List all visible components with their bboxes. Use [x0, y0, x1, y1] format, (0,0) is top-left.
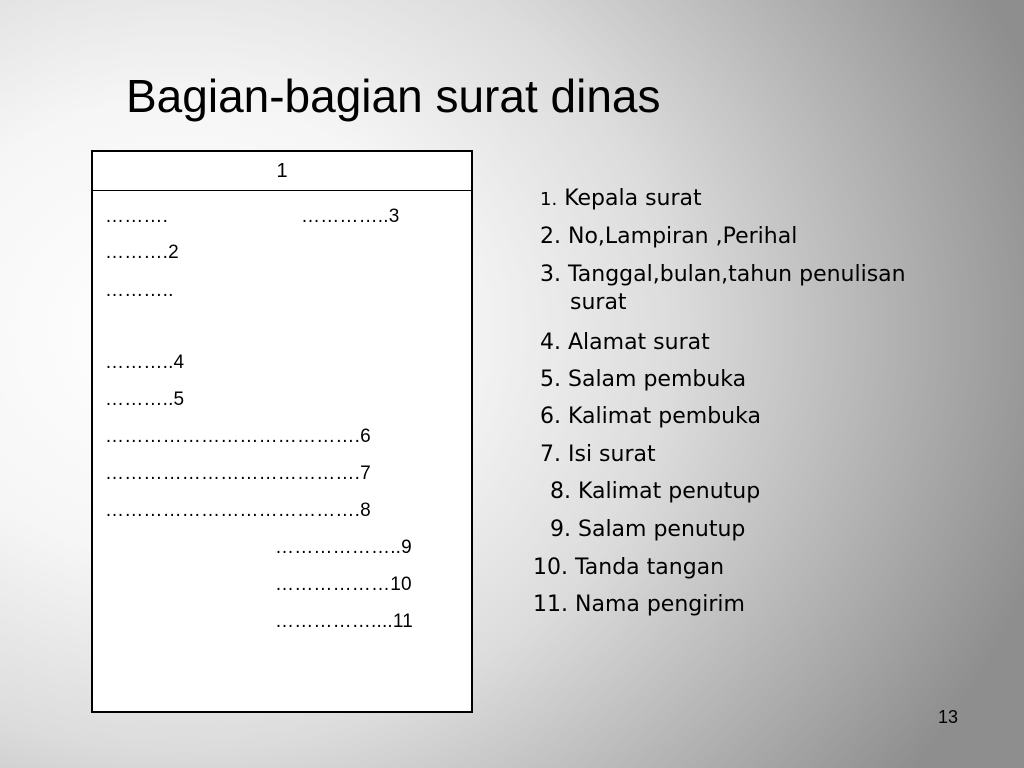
list-item-7: [540, 441, 656, 469]
placeholder-line-5: ………..5: [105, 389, 185, 410]
placeholder-line-1a: ……….: [105, 206, 169, 227]
list-item-number: 11.: [533, 592, 568, 617]
list-item-number: 10.: [533, 555, 568, 580]
list-item-number: 9.: [550, 517, 571, 542]
list-item-4: [540, 329, 710, 357]
list-item-11: [533, 591, 745, 619]
placeholder-line-blank: ………..: [105, 280, 174, 301]
placeholder-line-11: ……………....11: [275, 611, 414, 632]
placeholder-line-9: ………………..9: [275, 537, 412, 558]
list-item-number: 4.: [540, 330, 561, 355]
list-item-8: [550, 478, 760, 506]
list-item-3: [540, 261, 906, 317]
list-item-text: Nama pengirim: [575, 592, 745, 617]
list-item-text: Salam penutup: [578, 517, 746, 542]
placeholder-line-8: ………………………………….8: [105, 500, 371, 521]
list-item-text: Tanggal,bulan,tahun penulisan: [568, 262, 906, 287]
placeholder-line-7: ………………………………….7: [105, 463, 371, 484]
list-item-5: [540, 366, 746, 394]
list-item-text: Salam pembuka: [568, 367, 747, 392]
page-number: 13: [938, 707, 959, 727]
placeholder-line-3: …………..3: [301, 206, 400, 227]
placeholder-line-6: ………………………………….6: [105, 426, 371, 447]
list-item-9: [550, 516, 745, 544]
letter-layout-diagram: [91, 150, 473, 713]
letter-header-section: 1: [93, 152, 471, 191]
list-item-text-continuation: surat: [570, 290, 627, 315]
list-item-text: Kepala surat: [564, 186, 702, 211]
list-item-text: Kalimat penutup: [578, 479, 761, 504]
placeholder-line-4: ………..4: [105, 352, 185, 373]
list-item-text: Kalimat pembuka: [568, 404, 761, 429]
list-item-text: Alamat surat: [568, 330, 710, 355]
list-item-2: [540, 223, 797, 251]
list-item-text: No,Lampiran ,Perihal: [568, 224, 798, 249]
list-item-number: 3.: [540, 262, 561, 287]
list-item-text: Isi surat: [568, 442, 656, 467]
list-item-10: [533, 554, 724, 582]
list-item-1: [540, 185, 702, 214]
list-item-number: 5.: [540, 367, 561, 392]
placeholder-line-2: ……….2: [105, 242, 179, 263]
list-item-number: 7.: [540, 442, 561, 467]
list-item-number: 6.: [540, 404, 561, 429]
slide-title: Bagian-bagian surat dinas: [126, 70, 661, 122]
list-item-number: 1.: [540, 189, 558, 210]
list-item-text: Tanda tangan: [575, 555, 725, 580]
placeholder-line-10: ………………10: [275, 574, 412, 595]
list-item-6: [540, 403, 761, 431]
list-item-number: 8.: [550, 479, 571, 504]
list-item-number: 2.: [540, 224, 561, 249]
